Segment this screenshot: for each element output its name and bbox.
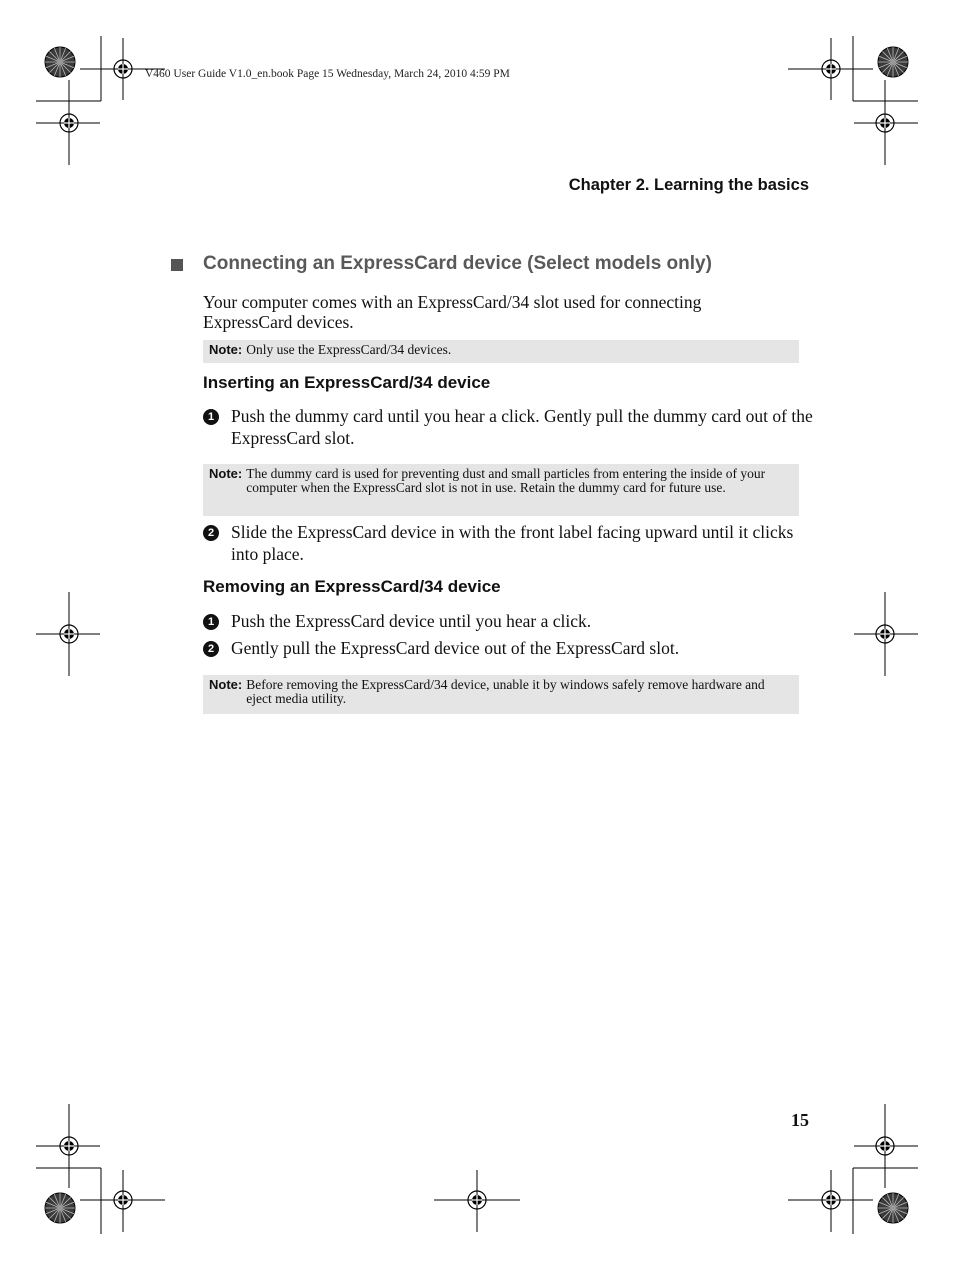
step-number-icon: 2 bbox=[203, 641, 219, 657]
note-box-dummy-card bbox=[203, 464, 799, 516]
note-text: Only use the ExpressCard/34 devices. bbox=[246, 342, 452, 357]
chapter-title: Chapter 2. Learning the basics bbox=[568, 176, 809, 194]
step-number-icon: 1 bbox=[203, 409, 219, 425]
section-title: Connecting an ExpressCard device (Select models only) bbox=[203, 253, 712, 274]
inserting-title: Inserting an ExpressCard/34 device bbox=[203, 373, 491, 392]
inserting-step-2: Slide the ExpressCard device in with the front label facing upward until it clicks into place. bbox=[231, 522, 794, 564]
print-header: V460 User Guide V1.0_en.book Page 15 Wednesday, March 24, 2010 4:59 PM bbox=[145, 68, 510, 80]
square-bullet-icon bbox=[171, 259, 183, 271]
note-label: Note: bbox=[209, 466, 243, 481]
note-label: Note: bbox=[209, 677, 243, 692]
step-number-icon: 2 bbox=[203, 525, 219, 541]
note-text: Before removing the ExpressCard/34 device, unable it by windows safely remove hardware and eject media utility. bbox=[246, 677, 765, 706]
removing-title: Removing an ExpressCard/34 device bbox=[203, 577, 501, 596]
section-intro: Your computer comes with an ExpressCard/34 slot used for connecting ExpressCard devices. bbox=[203, 292, 702, 332]
note-box-removing bbox=[203, 675, 799, 714]
inserting-step-1: Push the dummy card until you hear a click. Gently pull the dummy card out of the ExpressCard slot. bbox=[231, 406, 813, 448]
note-box-expresscard bbox=[203, 340, 799, 363]
removing-step-2: Gently pull the ExpressCard device out of the ExpressCard slot. bbox=[231, 638, 680, 658]
removing-step-1: Push the ExpressCard device until you hear a click. bbox=[231, 611, 592, 631]
page-number: 15 bbox=[791, 1110, 809, 1130]
note-text: The dummy card is used for preventing dust and small particles from entering the inside of your computer when the ExpressCard slot is not in use. Retain the dummy card for future use. bbox=[246, 466, 766, 495]
note-label: Note: bbox=[209, 342, 243, 357]
step-number-icon: 1 bbox=[203, 614, 219, 630]
